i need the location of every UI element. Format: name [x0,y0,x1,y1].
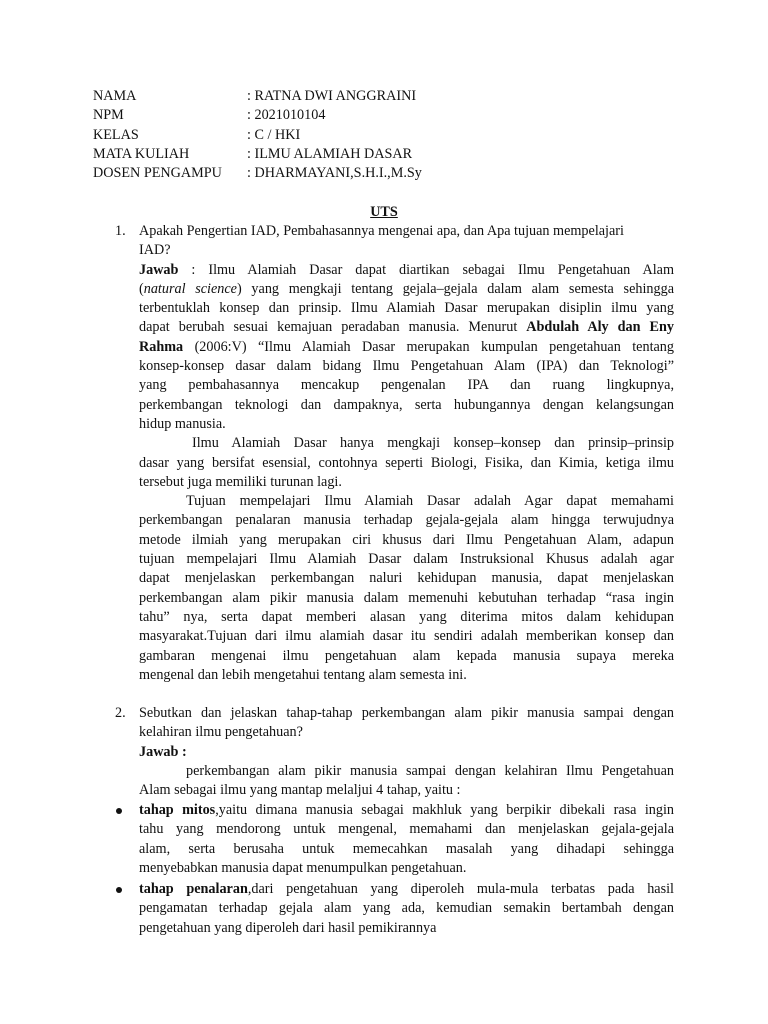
answer-line: tersebut juga memiliki turunan lagi. [139,473,342,490]
answer-line: hidup manusia. [139,415,226,432]
info-key: MATA KULIAH [93,145,190,162]
info-row-nama [93,87,422,106]
info-key: KELAS [93,126,139,143]
answer-line: konsep-konsep dasar dalam bidang Ilmu Pengetahuan Alam (IPA) dan Teknologi” [139,358,674,375]
bullet-line: pengetahuan yang diperoleh dari hasil pemikirannya [139,919,437,936]
info-value: : DHARMAYANI,S.H.I.,M.Sy [247,165,422,182]
info-key: DOSEN PENGAMPU [93,165,222,182]
answer-line: perkembangan penalaran manusia terhadap gejala-gejala alam hingga terwujudnya [139,512,674,529]
student-info [93,87,422,183]
bullet-line: pengamatan terhadap gejala alam yang ada, kemudian semakin bertambah dengan [139,900,674,917]
answer-line: dasar yang bersifat esensial, contohnya seperti Biologi, Fisika, dan Kimia, ketiga ilmu [139,454,674,471]
author-name: Abdulah Aly dan Eny [526,319,674,336]
bullet-text: ,dari pengetahuan yang diperoleh mula-mula terbatas pada hasil [247,881,675,897]
answer-text: ( [139,280,144,297]
answer-line: gambaran mengenai ilmu pengetahuan alam kepada manusia supaya mereka [139,647,674,664]
bullet-term: tahap penalaran [139,881,248,897]
answer-line: terbentuklah konsep dan prinsip. Ilmu Alamiah Dasar merupakan disiplin ilmu yang [139,300,674,317]
italic-term: natural science [143,280,237,297]
answer-line: perkembangan alam pikir manusia sampai dengan kelahiran Ilmu Pengetahuan [186,762,674,779]
question-1-content [139,222,674,685]
info-key: NPM [93,107,124,124]
question-text: kelahiran ilmu pengetahuan? [139,724,303,741]
bullet-term: tahap mitos [139,802,216,818]
question-number: 2. [115,705,126,721]
page-title: UTS [370,204,398,220]
answer-line: Ilmu Alamiah Dasar hanya mengkaji konsep–konsep dan prinsip–prinsip [192,435,674,452]
answer-text: dapat berubah sesuai kemajuan peradaban manusia. Menurut [139,319,527,336]
answer-line: perkembangan teknologi dan dampaknya, serta hubungannya dengan kelangsungan [139,396,674,413]
answer-line: tujuan mempelajari Ilmu Alamiah Dasar dalam Instruksional Khusus adalah agar [139,551,674,568]
answer-line [139,280,674,299]
info-value: : ILMU ALAMIAH DASAR [247,145,413,162]
jawab-label: Jawab [139,261,179,278]
bullet-line [139,880,674,899]
bullet-icon [116,808,122,814]
info-key: NAMA [93,88,137,104]
answer-line: metode ilmiah yang merupakan ciri khusus dari Ilmu Pengetahuan Alam, adapun [139,531,674,548]
answer-line: dapat menjelaskan perkembangan naluri kehidupan manusia, dapat menjelaskan [139,570,674,587]
answer-line [139,318,674,337]
info-value: : C / HKI [247,126,301,143]
info-row-npm [93,106,422,125]
bullet-text: ,yaitu dimana manusia sebagai makhluk yang berpikir dibekali rasa ingin [215,802,675,818]
info-row-kelas [93,126,422,145]
bullet-icon [116,887,122,893]
bullet-line: tahu yang mendorong untuk mengenal, memahami dan menjelaskan gejala-gejala [139,821,674,838]
bullet-content [139,880,674,938]
jawab-label [139,743,674,762]
answer-line [139,338,674,357]
question-text: Apakah Pengertian IAD, Pembahasannya mengenai apa, dan Apa tujuan mempelajari [139,223,624,239]
info-value: : RATNA DWI ANGGRAINI [247,88,417,104]
bullet-line: menyebabkan manusia dapat menumpulkan pengetahuan. [139,859,467,876]
bullet-line [139,801,674,820]
info-row-mata-kuliah [93,145,422,164]
question-2-content [139,704,674,800]
bullet-line: alam, serta berusaha untuk memecahkan masalah yang dihadapi sehingga [139,840,674,857]
answer-line: Alam sebagai ilmu yang mantap melaljui 4 tahap, yaitu : [139,782,461,799]
answer-line: perkembangan alam pikir manusia dalam memenuhi kebutuhan terhadap “rasa ingin [139,589,674,606]
author-name: Rahma [139,338,184,355]
answer-line: Tujuan mempelajari Ilmu Alamiah Dasar adalah Agar dapat memahami [186,493,674,510]
answer-line: yang pembahasannya mencakup pengenalan IPA dan ruang lingkupnya, [139,377,674,394]
question-text: Sebutkan dan jelaskan tahap-tahap perkembangan alam pikir manusia sampai dengan [139,705,674,721]
answer-line [139,261,674,280]
answer-text: ) yang mengkaji tentang gejala–gejala dalam alam semesta sehingga [236,280,674,297]
question-number: 1. [115,223,126,239]
answer-line: masyarakat.Tujuan dari ilmu alamiah dasar itu sendiri adalah memberikan konsep dan [139,628,674,645]
question-text: IAD? [139,242,171,259]
jawab-label-text: Jawab : [139,743,187,760]
answer-line: tahu” nya, serta dapat memberi alasan yang diterima mitos dalam kehidupan [139,608,674,625]
answer-line: mengenal dan lebih mengetahui tentang alam semesta ini. [139,666,467,683]
info-value: : 2021010104 [247,107,326,124]
answer-text: : Ilmu Alamiah Dasar dapat diartikan sebagai Ilmu Pengetahuan Alam [191,261,674,278]
bullet-content [139,801,674,878]
info-row-dosen [93,164,422,183]
answer-text: (2006:V) “Ilmu Alamiah Dasar merupakan kumpulan pengetahuan tentang [183,338,674,355]
